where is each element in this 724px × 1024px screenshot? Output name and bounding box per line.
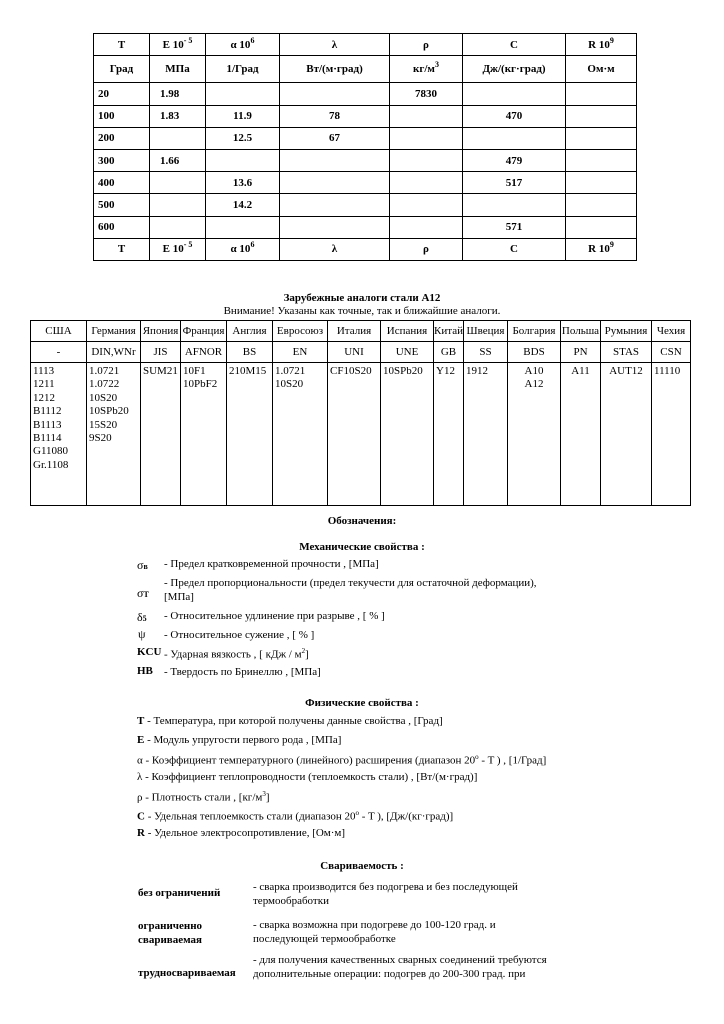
table-cell: 12.5 xyxy=(206,127,280,149)
header-cell: 1/Град xyxy=(206,56,280,83)
grades-cell xyxy=(181,363,227,506)
table-cell xyxy=(566,83,637,105)
table-cell xyxy=(390,194,463,216)
table-cell xyxy=(463,194,566,216)
phys-r: R - Удельное электросопротивление, [Ом·м] xyxy=(137,827,346,839)
table-cell xyxy=(566,194,637,216)
weld-desc-unrestricted: - сварка производится без подогрева и без последующей термообработки xyxy=(253,881,518,907)
table-cell xyxy=(280,149,390,171)
country-cell: Чехия xyxy=(652,321,691,342)
table-cell xyxy=(150,194,206,216)
legend-title: Обозначения: xyxy=(327,515,397,527)
grades-cell xyxy=(434,363,464,506)
props-header-row xyxy=(94,34,637,56)
psi-symbol: ψ xyxy=(138,627,146,641)
grade-item: CF10S20 xyxy=(330,365,372,377)
table-cell xyxy=(390,127,463,149)
standard-cell: BS xyxy=(227,342,273,363)
table-row xyxy=(94,149,637,171)
header-cell: R $10^9$ xyxy=(566,238,637,260)
country-cell: Англия xyxy=(227,321,273,342)
delta-5-desc: - Относительное удлинение при разрыве , [ % ] xyxy=(164,610,385,622)
grades-cell xyxy=(464,363,508,506)
table-cell: 200 xyxy=(94,127,150,149)
country-cell: Германия xyxy=(87,321,141,342)
grade-item: SUM21 xyxy=(143,365,178,377)
table-cell xyxy=(280,216,390,238)
grades-cell xyxy=(508,363,561,506)
grade-item: 10SPb20 xyxy=(383,365,423,377)
sigma-b-desc: - Предел кратковременной прочности , [МПа] xyxy=(164,558,379,570)
phys-rho: ρ - Плотность стали , $[кг/м^3]$ xyxy=(137,790,270,804)
psi-desc: - Относительное сужение , [ % ] xyxy=(164,629,315,641)
phys-title: Физические свойства : xyxy=(305,697,419,709)
header-cell: Дж/(кг·град) xyxy=(463,56,566,83)
header-cell: T xyxy=(94,238,150,260)
grades-cell xyxy=(273,363,328,506)
table-row xyxy=(94,194,637,216)
phys-t: T - Температура, при которой получены данные свойства , [Град] xyxy=(137,715,443,727)
grade-item: 11110 xyxy=(654,365,681,377)
grades-cell xyxy=(601,363,652,506)
country-cell: Китай xyxy=(434,321,464,342)
delta-5-symbol: δ5 xyxy=(137,610,147,624)
table-cell: 78 xyxy=(280,105,390,127)
country-cell: Испания xyxy=(381,321,434,342)
country-cell: Польша xyxy=(561,321,601,342)
standard-cell: PN xyxy=(561,342,601,363)
sigma-b-symbol: σв xyxy=(137,558,148,572)
standard-cell: EN xyxy=(273,342,328,363)
grade-item: 10S20 xyxy=(275,378,304,391)
table-row xyxy=(94,105,637,127)
header-cell: C xyxy=(463,238,566,260)
grades-cell xyxy=(561,363,601,506)
table-cell: 11.9 xyxy=(206,105,280,127)
weld-title: Свариваемость : xyxy=(320,860,404,872)
table-cell: 100 xyxy=(94,105,150,127)
grade-item: Gr.1108 xyxy=(33,458,69,471)
grade-item: 1113 xyxy=(33,365,55,377)
table-cell: 1.66 xyxy=(150,149,206,171)
header-cell: ρ xyxy=(390,34,463,56)
phys-alpha: α - Коэффициент температурного (линейного) расширения (диапазон 20$^o$ - T ) , [1/Град] xyxy=(137,753,547,767)
grades-cell xyxy=(227,363,273,506)
analogs-grades-row xyxy=(31,363,691,506)
header-cell: T xyxy=(94,34,150,56)
grade-item: 1912 xyxy=(466,365,488,377)
grade-item: B1112 xyxy=(33,405,62,418)
table-cell xyxy=(390,149,463,171)
header-cell: E $10^{- 5}$ xyxy=(150,238,206,260)
header-cell: $кг/м^3$ xyxy=(390,56,463,83)
table-cell xyxy=(280,194,390,216)
standard-cell: AFNOR xyxy=(181,342,227,363)
header-cell: Град xyxy=(94,56,150,83)
table-cell xyxy=(566,127,637,149)
table-cell: 1.98 xyxy=(150,83,206,105)
weld-label-unrestricted: без ограничений xyxy=(138,887,221,899)
grade-item: 15S20 xyxy=(89,418,118,431)
header-cell: Ом·м xyxy=(566,56,637,83)
grade-item: 10F1 xyxy=(183,365,206,377)
table-cell xyxy=(150,172,206,194)
grade-item: 1.0721 xyxy=(89,365,120,377)
table-cell: 470 xyxy=(463,105,566,127)
analogs-country-row xyxy=(31,321,691,342)
table-cell xyxy=(566,105,637,127)
grade-item: 9S20 xyxy=(89,432,112,445)
grade-item: 1.0722 xyxy=(89,378,120,391)
header-cell: C xyxy=(463,34,566,56)
table-cell: 1.83 xyxy=(150,105,206,127)
props-units-row xyxy=(94,56,637,83)
table-row xyxy=(94,172,637,194)
table-cell: 20 xyxy=(94,83,150,105)
country-cell: США xyxy=(31,321,87,342)
table-cell: 517 xyxy=(463,172,566,194)
grade-item: 210M15 xyxy=(229,365,267,377)
table-cell xyxy=(150,127,206,149)
grade-item: 10SPb20 xyxy=(89,405,129,418)
table-cell: 7830 xyxy=(390,83,463,105)
grade-item: AUT12 xyxy=(609,365,643,377)
mech-title: Механические свойства : xyxy=(299,541,425,553)
country-cell: Евросоюз xyxy=(273,321,328,342)
table-cell xyxy=(566,216,637,238)
weld-desc-limited: - сварка возможна при подогреве до 100-120 град. и последующей термообработке xyxy=(253,919,496,945)
grade-item: A12 xyxy=(524,378,544,391)
table-cell xyxy=(280,172,390,194)
kcu-symbol: KCU xyxy=(137,646,162,658)
phys-e: E - Модуль упругости первого рода , [МПа] xyxy=(137,734,342,746)
table-cell: 400 xyxy=(94,172,150,194)
standard-cell: GB xyxy=(434,342,464,363)
table-cell xyxy=(390,172,463,194)
standard-cell: - xyxy=(31,342,87,363)
weld-desc-difficult: - для получения качественных сварных соединений требуются дополнительные операции: подогрев до 200-300 град. при xyxy=(253,954,547,980)
header-cell: α $10^6$ xyxy=(206,34,280,56)
grade-item: G11080 xyxy=(33,445,69,458)
grades-cell xyxy=(87,363,141,506)
standard-cell: UNE xyxy=(381,342,434,363)
table-cell: 479 xyxy=(463,149,566,171)
standard-cell: SS xyxy=(464,342,508,363)
props-footer-row xyxy=(94,238,637,260)
table-cell xyxy=(150,216,206,238)
table-cell: 14.2 xyxy=(206,194,280,216)
table-cell: 300 xyxy=(94,149,150,171)
grades-cell xyxy=(652,363,691,506)
standard-cell: JIS xyxy=(141,342,181,363)
grade-item: A11 xyxy=(571,365,590,377)
table-cell: 571 xyxy=(463,216,566,238)
table-cell xyxy=(206,83,280,105)
table-cell: 600 xyxy=(94,216,150,238)
header-cell: λ xyxy=(280,238,390,260)
grade-item: B1114 xyxy=(33,432,62,445)
table-cell xyxy=(566,149,637,171)
header-cell: E $10^{- 5}$ xyxy=(150,34,206,56)
table-row xyxy=(94,127,637,149)
analogs-title: Зарубежные аналоги стали A12 xyxy=(283,292,441,304)
country-cell: Болгария xyxy=(508,321,561,342)
sigma-t-desc-1: - Предел пропорциональности (предел текучести для остаточной деформации), xyxy=(164,577,537,589)
table-cell xyxy=(280,83,390,105)
grade-item: A10 xyxy=(524,365,544,377)
table-cell: 13.6 xyxy=(206,172,280,194)
country-cell: Италия xyxy=(328,321,381,342)
table-cell xyxy=(463,127,566,149)
grade-item: 10PbF2 xyxy=(183,378,218,391)
grade-item: 1211 xyxy=(33,378,55,391)
weld-label-difficult: трудносвариваемая xyxy=(138,967,236,979)
analogs-table xyxy=(30,320,691,506)
analogs-note: Внимание! Указаны как точные, так и ближайшие аналоги. xyxy=(223,305,501,317)
sigma-t-desc-2: [МПа] xyxy=(164,591,194,603)
sigma-t-symbol: σT xyxy=(137,586,149,600)
properties-table xyxy=(93,33,637,261)
header-cell: Вт/(м·град) xyxy=(280,56,390,83)
header-cell: R $10^9$ xyxy=(566,34,637,56)
grade-item: Y12 xyxy=(436,365,455,377)
grade-item: B1113 xyxy=(33,418,62,431)
table-cell xyxy=(390,216,463,238)
hb-symbol: HB xyxy=(137,665,153,677)
grades-cell xyxy=(141,363,181,506)
header-cell: λ xyxy=(280,34,390,56)
standard-cell: STAS xyxy=(601,342,652,363)
weld-label-limited: ограниченно свариваемая xyxy=(138,920,203,946)
table-cell xyxy=(390,105,463,127)
grades-cell xyxy=(328,363,381,506)
standard-cell: BDS xyxy=(508,342,561,363)
table-cell xyxy=(206,216,280,238)
phys-lambda: λ - Коэффициент теплопроводности (теплоемкость стали) , [Вт/(м·град)] xyxy=(137,771,478,783)
hb-desc: - Твердость по Бринеллю , [МПа] xyxy=(164,666,321,678)
header-cell: ρ xyxy=(390,238,463,260)
standard-cell: UNI xyxy=(328,342,381,363)
grade-item: 1212 xyxy=(33,391,55,404)
table-cell xyxy=(206,149,280,171)
phys-c: C - Удельная теплоемкость стали (диапазон 20$^o$ - T ), [Дж/(кг·град)] xyxy=(137,809,454,823)
grade-item: 10S20 xyxy=(89,391,118,404)
table-row xyxy=(94,83,637,105)
header-cell: α $10^6$ xyxy=(206,238,280,260)
standard-cell: DIN,WNr xyxy=(87,342,141,363)
standard-cell: CSN xyxy=(652,342,691,363)
table-cell: 500 xyxy=(94,194,150,216)
header-cell: МПа xyxy=(150,56,206,83)
grades-cell xyxy=(31,363,87,506)
table-row xyxy=(94,216,637,238)
kcu-desc: - Ударная вязкость , [ кДж / $м^2$] xyxy=(164,647,309,661)
analogs-standard-row xyxy=(31,342,691,363)
grades-cell xyxy=(381,363,434,506)
table-cell xyxy=(566,172,637,194)
country-cell: Франция xyxy=(181,321,227,342)
table-cell: 67 xyxy=(280,127,390,149)
country-cell: Румыния xyxy=(601,321,652,342)
country-cell: Швеция xyxy=(464,321,508,342)
table-cell xyxy=(463,83,566,105)
grade-item: 1.0721 xyxy=(275,365,306,377)
country-cell: Япония xyxy=(141,321,181,342)
